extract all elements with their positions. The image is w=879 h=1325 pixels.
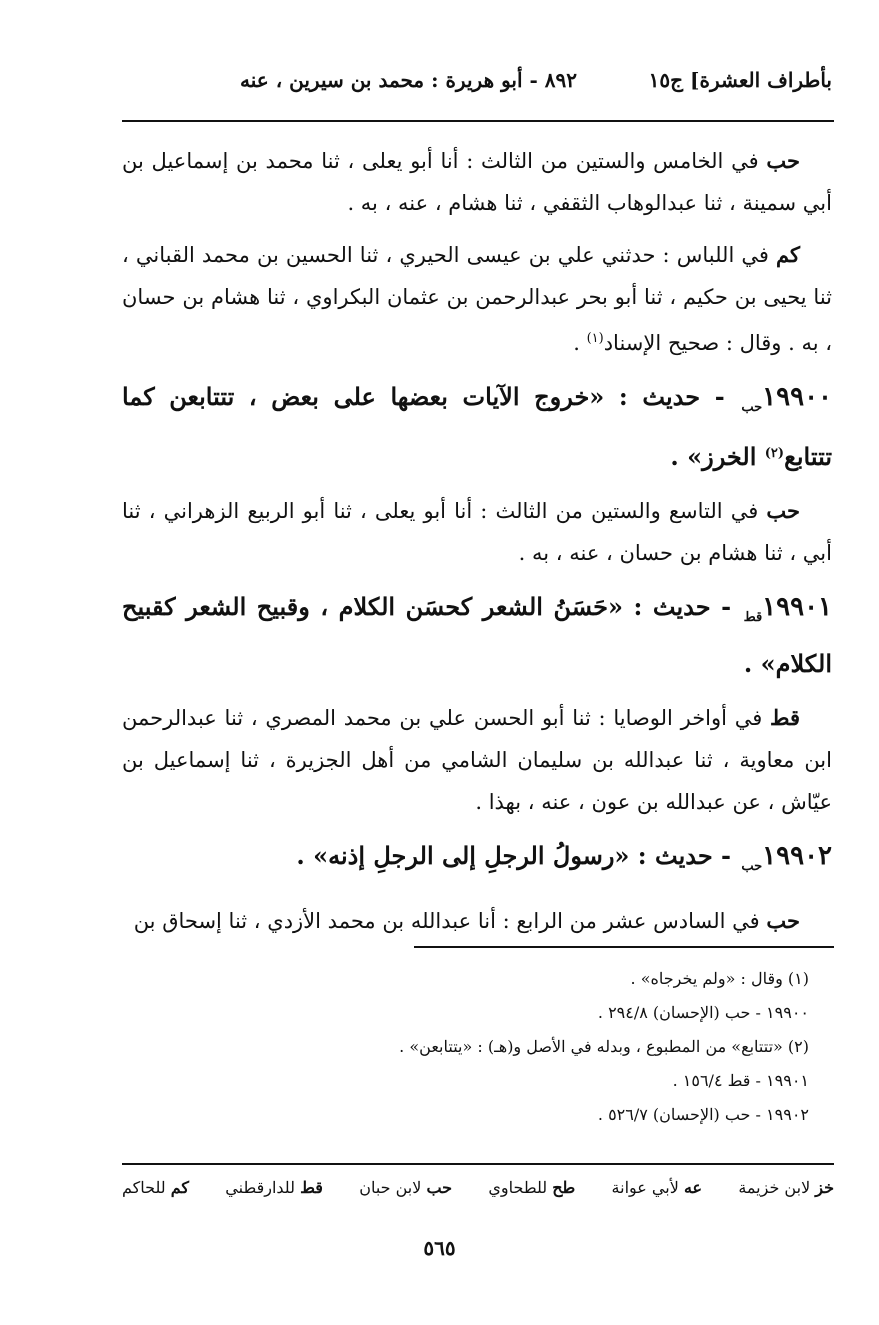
hadith-text: - حديث : «رسولُ الرجلِ إلى الرجلِ إذنه» . <box>296 841 731 870</box>
paragraph-text: في اللباس : حدثني علي بن عيسى الحيري ، ثنا الحسين بن محمد القباني ، ثنا يحيى بن حكيم ، ثنا أبو بحر عبدالرحمن بن عثمان البكراوي ، ثنا هشام بن حسان ، به . وقال : صحيح الإسناد <box>122 243 832 355</box>
footnotes <box>169 962 809 1132</box>
text-paragraph <box>122 490 832 574</box>
source-abbr: حب <box>766 908 800 933</box>
footnote: ١٩٩٠٠ - حب (الإحسان) ٢٩٤/٨ . <box>597 1003 809 1022</box>
hadith-number: ١٩٩٠٢ <box>762 841 832 871</box>
paragraph-end: . <box>573 331 587 355</box>
text-paragraph <box>122 234 832 364</box>
legend-abbr: خز <box>815 1178 834 1197</box>
main-text <box>122 140 832 952</box>
text-paragraph <box>122 140 832 224</box>
chapter-number: ٨٩٢ - <box>529 68 577 92</box>
legend-item <box>738 1178 834 1197</box>
legend-rule <box>122 1163 834 1165</box>
legend-item <box>359 1178 452 1197</box>
abbreviation-legend <box>122 1178 834 1197</box>
legend-abbr: طح <box>552 1178 576 1197</box>
hadith-number: ١٩٩٠٠ <box>762 382 832 412</box>
legend-name: لابن خزيمة <box>738 1178 811 1197</box>
hadith-text: - حديث : «حَسَنُ الشعر كحسَن الكلام ، وقبيح الشعر كقبيح الكلام» . <box>122 592 832 678</box>
source-abbr: حب <box>766 498 800 523</box>
source-symbol: قط <box>743 610 763 625</box>
paragraph-text: في الخامس والستين من الثالث : أنا أبو يعلى ، ثنا محمد بن إسماعيل بن أبي سمينة ، ثنا عبدالوهاب الثقفي ، ثنا هشام ، عنه ، به . <box>122 149 832 215</box>
legend-name: لابن حبان <box>359 1178 422 1197</box>
page-number: ٥٦٥ <box>423 1236 456 1260</box>
footnote-ref: (١) <box>586 331 604 346</box>
source-abbr: حب <box>766 148 800 173</box>
hadith-entry <box>122 833 832 890</box>
source-abbr: قط <box>770 705 800 730</box>
footnote-rule <box>414 946 834 948</box>
chapter-heading <box>240 68 577 92</box>
legend-abbr: قط <box>300 1178 323 1197</box>
hadith-text-end: الخرز» . <box>670 442 765 471</box>
hadith-number: ١٩٩٠١ <box>762 592 832 622</box>
running-header <box>122 68 832 102</box>
legend-item <box>488 1178 575 1197</box>
source-symbol: حب <box>741 859 763 874</box>
legend-abbr: حب <box>426 1178 453 1197</box>
hadith-entry <box>122 374 832 480</box>
paragraph-text: في السادس عشر من الرابع : أنا عبدالله بن محمد الأزدي ، ثنا إسحاق بن <box>133 909 760 933</box>
footnote-ref: (٢) <box>764 446 785 461</box>
legend-item <box>122 1178 189 1197</box>
paragraph-text: في التاسع والستين من الثالث : أنا أبو يعلى ، ثنا أبو الربيع الزهراني ، ثنا أبي ، ثنا هشام بن حسان ، عنه ، به . <box>122 499 832 565</box>
legend-abbr: عه <box>683 1178 703 1197</box>
hadith-text: - حديث : «خروج الآيات بعضها على بعض ، تتتابعن كما تتتابع <box>122 382 832 471</box>
chapter-title: أبو هريرة : محمد بن سيرين ، عنه <box>240 68 523 92</box>
footnote: ١٩٩٠١ - قط ١٥٦/٤ . <box>672 1071 809 1090</box>
footnote: (٢) «تتتابع» من المطبوع ، وبدله في الأصل و(هـ) : «يتتابعن» . <box>399 1037 809 1056</box>
source-abbr: كم <box>776 242 800 267</box>
source-symbol: حب <box>741 400 763 415</box>
legend-abbr: كم <box>170 1178 189 1197</box>
legend-name: للحاكم <box>122 1178 166 1197</box>
footnote: ١٩٩٠٢ - حب (الإحسان) ٥٢٦/٧ . <box>597 1105 809 1124</box>
legend-name: للطحاوي <box>488 1178 548 1197</box>
text-paragraph <box>122 900 832 942</box>
legend-item <box>612 1178 703 1197</box>
legend-name: للدارقطني <box>225 1178 295 1197</box>
paragraph-text: في أواخر الوصايا : ثنا أبو الحسن علي بن محمد المصري ، ثنا عبدالرحمن ابن معاوية ، ثنا عبدالله بن سليمان الشامي من أهل الجزيرة ، ثنا إسماعيل بن عيّاش ، عن عبدالله بن عون ، عنه ، بهذا . <box>122 706 832 814</box>
legend-item <box>225 1178 323 1197</box>
header-rule <box>122 120 834 122</box>
text-paragraph <box>122 697 832 823</box>
legend-name: لأبي عوانة <box>611 1178 679 1197</box>
volume-label: بأطراف العشرة] ج١٥ <box>648 68 832 92</box>
hadith-entry <box>122 584 832 687</box>
footnote: (١) وقال : «ولم يخرجاه» . <box>630 969 809 988</box>
